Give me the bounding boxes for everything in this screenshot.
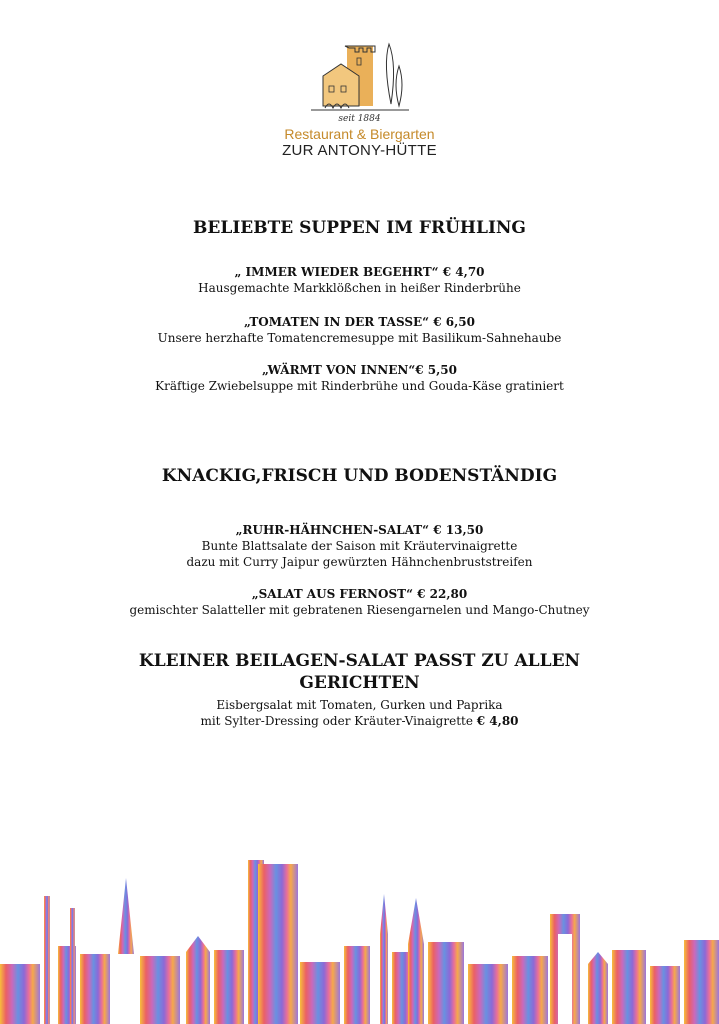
restaurant-logo — [0, 36, 719, 159]
menu-item-desc: Hausgemachte Markklößchen in heißer Rinderbrühe — [198, 281, 521, 295]
restaurant-name: ZUR ANTONY-HÜTTE — [282, 142, 437, 159]
city-skyline-illustration — [0, 854, 719, 1024]
restaurant-subtitle: Restaurant & Biergarten — [284, 126, 435, 142]
menu-item-desc: gemischter Salatteller mit gebratenen Riesengarnelen und Mango-Chutney — [129, 603, 590, 617]
menu-item — [0, 264, 719, 296]
since-label: seit 1884 — [338, 114, 381, 124]
section-heading-side-salad — [0, 650, 719, 694]
menu-item-desc: Unsere herzhafte Tomatencremesuppe mit Basilikum-Sahnehaube — [157, 331, 562, 345]
menu-item — [0, 362, 719, 394]
menu-item — [0, 697, 719, 729]
menu-item-title: „WÄRMT VON INNEN“€ 5,50 — [262, 363, 457, 377]
menu-item-desc: mit Sylter-Dressing oder Kräuter-Vinaigrette — [200, 714, 473, 728]
menu-item-title: „ IMMER WIEDER BEGEHRT“ € 4,70 — [234, 265, 485, 279]
side-salad-heading-line: KLEINER BEILAGEN-SALAT PASST ZU ALLEN — [138, 651, 581, 671]
section-heading-salads: KNACKIG,FRISCH UND BODENSTÄNDIG — [161, 466, 558, 486]
menu-item-title: „SALAT AUS FERNOST“ € 22,80 — [251, 587, 468, 601]
menu-item — [0, 586, 719, 618]
menu-item-desc: Bunte Blattsalate der Saison mit Kräutervinaigrette — [201, 539, 518, 553]
menu-item-desc: Eisbergsalat mit Tomaten, Gurken und Paprika — [216, 698, 503, 712]
section-heading-soups: BELIEBTE SUPPEN IM FRÜHLING — [193, 218, 526, 238]
side-salad-heading-line: GERICHTEN — [299, 673, 420, 693]
menu-item-desc: Kräftige Zwiebelsuppe mit Rinderbrühe und Gouda-Käse gratiniert — [155, 379, 564, 393]
menu-item-desc: dazu mit Curry Jaipur gewürzten Hähnchenbruststreifen — [186, 555, 533, 569]
skyline-shapes — [0, 860, 719, 1024]
menu-item-price: € 4,80 — [476, 714, 519, 728]
menu-item — [0, 314, 719, 346]
menu-item-title: „RUHR-HÄHNCHEN-SALAT“ € 13,50 — [235, 523, 484, 537]
menu-item-desc-with-price — [0, 713, 719, 729]
menu-item — [0, 522, 719, 570]
menu-item-title: „TOMATEN IN DER TASSE“ € 6,50 — [244, 315, 475, 329]
